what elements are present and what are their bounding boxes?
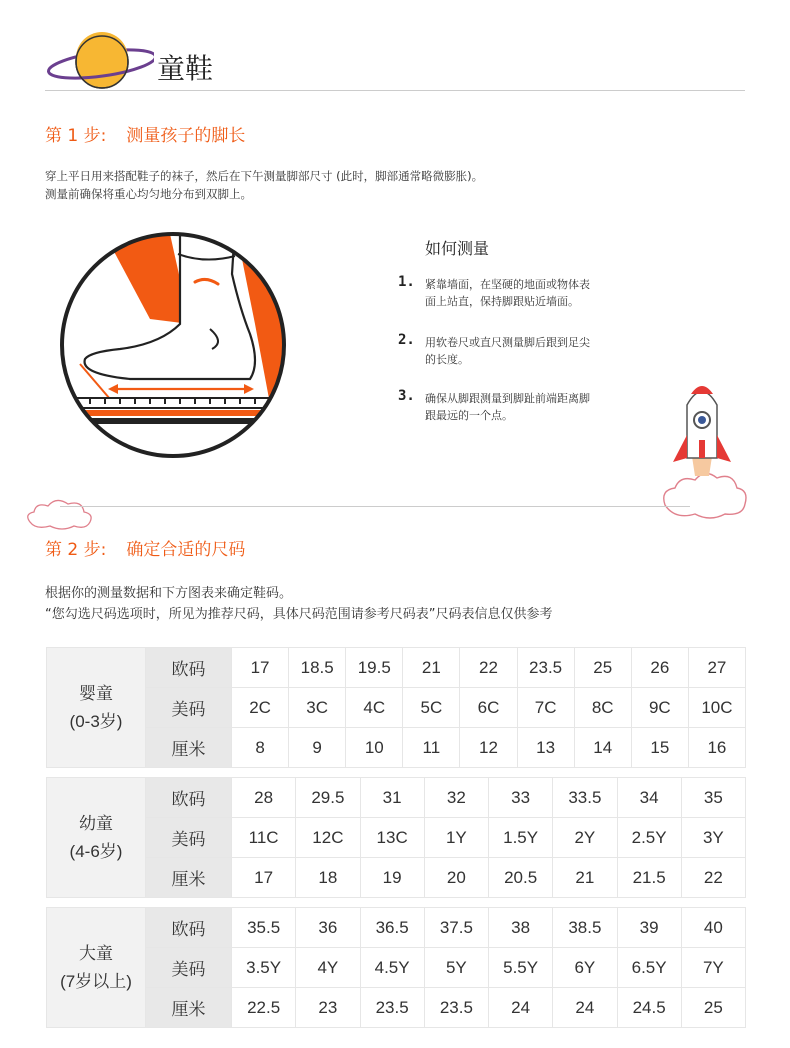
size-cell: 9C	[631, 688, 688, 728]
size-cell: 12C	[296, 818, 360, 858]
size-cell: 23.5	[517, 648, 574, 688]
size-cell: 21.5	[617, 858, 681, 898]
size-cell: 17	[232, 648, 289, 688]
size-cell: 33	[489, 778, 553, 818]
step-number: 3.	[398, 388, 415, 404]
size-cell: 25	[574, 648, 631, 688]
step-text: 确保从脚跟测量到脚趾前端距离脚跟最远的一个点。	[425, 392, 590, 422]
size-cell: 2Y	[553, 818, 617, 858]
size-cell: 39	[617, 908, 681, 948]
size-cell: 15	[631, 728, 688, 768]
size-cell: 20	[424, 858, 488, 898]
size-cell: 21	[403, 648, 460, 688]
size-cell: 3Y	[681, 818, 745, 858]
size-cell: 31	[360, 778, 424, 818]
size-cell: 29.5	[296, 778, 360, 818]
size-cell: 11C	[232, 818, 296, 858]
size-cell: 28	[232, 778, 296, 818]
size-cell: 18	[296, 858, 360, 898]
size-cell: 8	[232, 728, 289, 768]
row-label-us: 美码	[146, 948, 232, 988]
size-cell: 33.5	[553, 778, 617, 818]
size-cell: 7C	[517, 688, 574, 728]
size-cell: 38	[489, 908, 553, 948]
size-cell: 34	[617, 778, 681, 818]
size-cell: 11	[403, 728, 460, 768]
row-label-eu: 欧码	[146, 778, 232, 818]
size-cell: 6.5Y	[617, 948, 681, 988]
intro-line: 测量前确保将重心均匀地分布到双脚上。	[45, 187, 252, 201]
step1-heading	[45, 121, 245, 146]
size-cell: 26	[631, 648, 688, 688]
size-cell: 13C	[360, 818, 424, 858]
step1-title: 测量孩子的脚长	[126, 126, 246, 146]
size-cell: 4C	[346, 688, 403, 728]
size-cell: 7Y	[681, 948, 745, 988]
row-label-cm: 厘米	[146, 858, 232, 898]
step2-label: 第 2 步:	[45, 540, 107, 560]
row-label-us: 美码	[146, 818, 232, 858]
size-cell: 17	[232, 858, 296, 898]
step1-intro	[45, 167, 605, 203]
step2-title: 确定合适的尺码	[126, 540, 246, 560]
rocket-icon	[655, 380, 750, 530]
step2-description	[45, 583, 745, 625]
step-number: 2.	[398, 332, 415, 348]
step1-label: 第 1 步:	[45, 126, 107, 146]
row-label-cm: 厘米	[146, 728, 232, 768]
how-step-3	[398, 390, 598, 430]
row-label-cm: 厘米	[146, 988, 232, 1028]
size-cell: 12	[460, 728, 517, 768]
size-cell: 3.5Y	[232, 948, 296, 988]
size-cell: 16	[688, 728, 745, 768]
size-cell: 24	[553, 988, 617, 1028]
size-cell: 36.5	[360, 908, 424, 948]
size-cell: 38.5	[553, 908, 617, 948]
step-number: 1.	[398, 274, 415, 290]
size-cell: 14	[574, 728, 631, 768]
size-cell: 22	[460, 648, 517, 688]
section-divider	[60, 506, 690, 507]
group-cell	[47, 778, 146, 898]
group-name: 婴童	[79, 683, 113, 703]
size-cell: 25	[681, 988, 745, 1028]
planet-icon	[44, 28, 154, 92]
size-cell: 2C	[232, 688, 289, 728]
size-cell: 23.5	[360, 988, 424, 1028]
size-table-toddler	[46, 777, 746, 898]
row-label-eu: 欧码	[146, 908, 232, 948]
how-step-1	[398, 276, 598, 330]
size-cell: 6C	[460, 688, 517, 728]
group-cell	[47, 908, 146, 1028]
size-cell: 19.5	[346, 648, 403, 688]
size-cell: 4Y	[296, 948, 360, 988]
size-cell: 6Y	[553, 948, 617, 988]
size-cell: 22	[681, 858, 745, 898]
group-age: (0-3岁)	[69, 711, 123, 731]
size-cell: 5Y	[424, 948, 488, 988]
size-cell: 10	[346, 728, 403, 768]
group-age: (7岁以上)	[60, 971, 132, 991]
size-cell: 10C	[688, 688, 745, 728]
desc-line: 根据你的测量数据和下方图表来确定鞋码。	[45, 586, 293, 601]
intro-line: 穿上平日用来搭配鞋子的袜子，然后在下午测量脚部尺寸 (此时，脚部通常略微膨胀)。	[45, 169, 484, 183]
size-cell: 23.5	[424, 988, 488, 1028]
size-cell: 24	[489, 988, 553, 1028]
how-to-measure-title: 如何测量	[425, 239, 490, 258]
group-name: 大童	[79, 943, 113, 963]
step-text: 用软卷尺或直尺测量脚后跟到足尖的长度。	[425, 336, 590, 366]
size-cell: 13	[517, 728, 574, 768]
page-title: 童鞋	[157, 52, 214, 85]
size-cell: 32	[424, 778, 488, 818]
group-age: (4-6岁)	[69, 841, 123, 861]
size-cell: 3C	[289, 688, 346, 728]
size-cell: 35.5	[232, 908, 296, 948]
size-cell: 5C	[403, 688, 460, 728]
header-divider	[45, 90, 745, 91]
size-cell: 24.5	[617, 988, 681, 1028]
size-cell: 5.5Y	[489, 948, 553, 988]
row-label-us: 美码	[146, 688, 232, 728]
size-cell: 35	[681, 778, 745, 818]
size-cell: 37.5	[424, 908, 488, 948]
how-step-2	[398, 334, 598, 374]
size-cell: 1Y	[424, 818, 488, 858]
size-cell: 18.5	[289, 648, 346, 688]
size-cell: 21	[553, 858, 617, 898]
row-label-eu: 欧码	[146, 648, 232, 688]
size-cell: 20.5	[489, 858, 553, 898]
size-cell: 1.5Y	[489, 818, 553, 858]
cloud-icon	[24, 494, 96, 532]
size-cell: 23	[296, 988, 360, 1028]
group-name: 幼童	[79, 813, 113, 833]
size-table-youth	[46, 907, 746, 1028]
step-text: 紧靠墙面，在坚硬的地面或物体表面上站直，保持脚跟贴近墙面。	[425, 278, 590, 308]
size-cell: 27	[688, 648, 745, 688]
desc-line: “您勾选尺码选项时，所见为推荐尺码，具体尺码范围请参考尺码表”尺码表信息仅供参考	[45, 607, 553, 622]
size-cell: 2.5Y	[617, 818, 681, 858]
size-cell: 4.5Y	[360, 948, 424, 988]
foot-measure-illustration	[50, 214, 300, 476]
group-cell	[47, 648, 146, 768]
size-cell: 8C	[574, 688, 631, 728]
size-table-infant	[46, 647, 746, 768]
size-cell: 9	[289, 728, 346, 768]
size-cell: 40	[681, 908, 745, 948]
step2-heading	[45, 535, 245, 560]
size-cell: 36	[296, 908, 360, 948]
size-cell: 22.5	[232, 988, 296, 1028]
size-cell: 19	[360, 858, 424, 898]
